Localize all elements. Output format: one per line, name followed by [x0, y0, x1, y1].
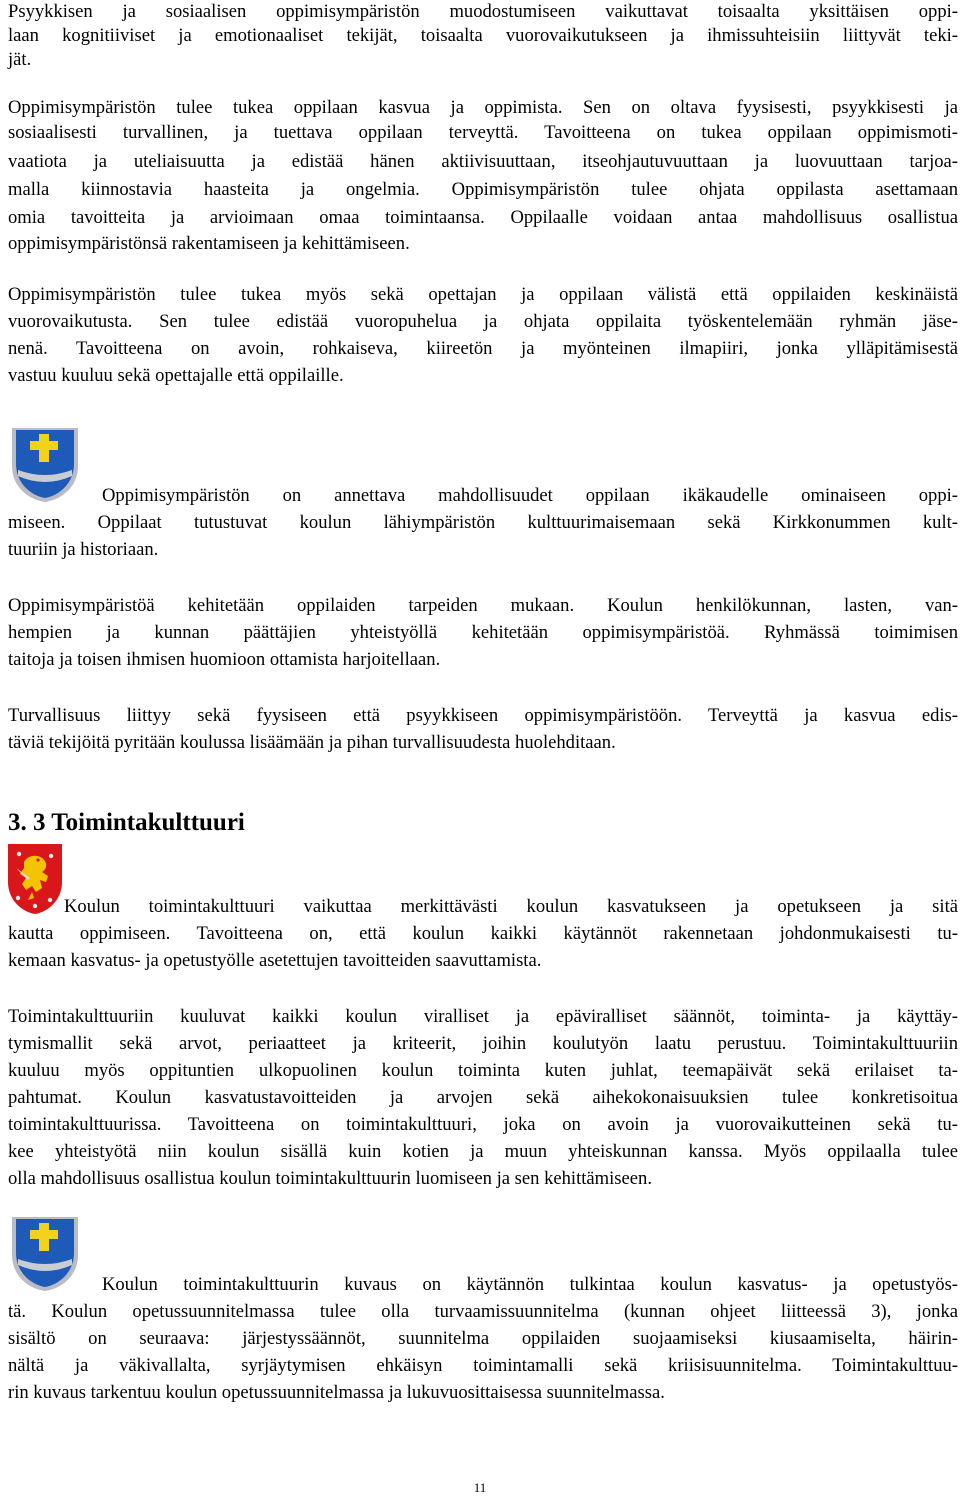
- para2-line-6: oppimisympäristönsä rakentamiseen ja kehittämiseen.: [8, 233, 410, 254]
- para8-line-6: kee yhteistyötä niin koulun sisällä kuin kotien ja muun yhteiskunnan kanssa. Myös oppilaalla tulee: [8, 1141, 958, 1162]
- section-heading: 3. 3 Toimintakulttuuri: [8, 809, 245, 836]
- para8-line-7: olla mahdollisuus osallistua koulun toimintakulttuurin luomiseen ja sen kehittämiseen.: [8, 1168, 652, 1189]
- finland-coat-of-arms-icon: [6, 842, 64, 916]
- para1-line-2: laan kognitiiviset ja emotionaaliset tekijät, toisaalta vuorovaikutukseen ja ihmissuhteisiin liittyvät teki-: [8, 25, 958, 46]
- para9-line-3: sisältö on seuraava: järjestyssäännöt, suunnitelma oppilaiden suojaamiseksi kiusaamiselta, häirin-: [8, 1328, 958, 1349]
- para8-line-4: pahtumat. Koulun kasvatustavoitteiden ja arvojen sekä aihekokonaisuuksien tulee konkretisoitua: [8, 1087, 958, 1108]
- para3-line-2: vuorovaikutusta. Sen tulee edistää vuoropuhelua ja ohjata oppilaita työskentelemään ryhmän jäse-: [8, 311, 958, 332]
- para3-line-3: nenä. Tavoitteena on avoin, rohkaiseva, kiireetön ja myönteinen ilmapiiri, jonka ylläpitämisestä: [8, 338, 958, 359]
- para3-line-1: Oppimisympäristön tulee tukea myös sekä opettajan ja oppilaan välistä että oppilaiden keskinäistä: [8, 284, 958, 305]
- para9-line-2: tä. Koulun opetussuunnitelmassa tulee olla turvaamissuunnitelma (kunnan ohjeet liitteessä 3), jonka: [8, 1301, 958, 1322]
- para8-line-2: tymismallit sekä arvot, periaatteet ja kriteerit, joihin koulutyön laatu perustuu. Toimintakulttuuriin: [8, 1033, 958, 1054]
- para1-line-1: Psyykkisen ja sosiaalisen oppimisympäristön muodostumiseen vaikuttavat toisaalta yksittäisen oppi-: [8, 1, 958, 22]
- municipal-coat-of-arms-icon: [8, 1215, 82, 1293]
- para7-line-1: Koulun toimintakulttuuri vaikuttaa merkittävästi koulun kasvatukseen ja opetukseen ja sitä: [64, 896, 958, 917]
- para6-line-1: Turvallisuus liittyy sekä fyysiseen että psyykkiseen oppimisympäristöön. Terveyttä ja kasvua edis-: [8, 705, 958, 726]
- para5-line-3: taitoja ja toisen ihmisen huomioon ottamista harjoitellaan.: [8, 649, 441, 670]
- para6-line-2: täviä tekijöitä pyritään koulussa lisäämään ja pihan turvallisuudesta huolehditaan.: [8, 732, 616, 753]
- para4-line-2: miseen. Oppilaat tutustuvat koulun lähiympäristön kulttuurimaisemaan sekä Kirkkonummen kult-: [8, 512, 958, 533]
- para4-line-3: tuuriin ja historiaan.: [8, 539, 159, 560]
- para2-line-5: omia tavoitteita ja arvioimaan omaa toimintaansa. Oppilaalle voidaan antaa mahdollisuus osallistua: [8, 207, 958, 228]
- para5-line-1: Oppimisympäristöä kehitetään oppilaiden tarpeiden mukaan. Koulun henkilökunnan, lasten, van-: [8, 595, 958, 616]
- para3-line-4: vastuu kuuluu sekä opettajalle että oppilaille.: [8, 365, 344, 386]
- para8-line-5: toimintakulttuurissa. Tavoitteena on toimintakulttuuri, joka on avoin ja vuorovaikutteinen sekä tu-: [8, 1114, 958, 1135]
- para4-line-1: Oppimisympäristön on annettava mahdollisuudet oppilaan ikäkaudelle ominaiseen oppi-: [102, 485, 958, 506]
- para8-line-1: Toimintakulttuuriin kuuluvat kaikki koulun viralliset ja epäviralliset säännöt, toiminta- ja käyttäy-: [8, 1006, 958, 1027]
- municipal-coat-of-arms-icon: [8, 426, 82, 504]
- page-number: 11: [473, 1480, 487, 1495]
- para9-line-5: rin kuvaus tarkentuu koulun opetussuunnitelmassa ja lukuvuosittaisessa suunnitelmassa.: [8, 1382, 665, 1403]
- para7-line-2: kautta oppimiseen. Tavoitteena on, että koulun kaikki käytännöt rakennetaan johdonmukaisesti tu-: [8, 923, 958, 944]
- para9-line-4: nältä ja väkivallalta, syrjäytymisen ehkäisyn toimintamalli sekä kriisisuunnitelma. Toimintakulttuu-: [8, 1355, 958, 1376]
- para2-line-4: malla kiinnostavia haasteita ja ongelmia. Oppimisympäristön tulee ohjata oppilasta asettamaan: [8, 179, 958, 200]
- para2-line-2: sosiaalisesti turvallinen, ja tuettava oppilaan terveyttä. Tavoitteena on tukea oppilaan oppimismoti-: [8, 122, 958, 143]
- para2-line-3: vaatiota ja uteliaisuutta ja edistää hänen aktiivisuuttaan, itseohjautuvuuttaan ja luovuuttaan tarjoa-: [8, 151, 958, 172]
- para9-line-1: Koulun toimintakulttuurin kuvaus on käytännön tulkintaa koulun kasvatus- ja opetustyös-: [102, 1274, 958, 1295]
- para2-line-1: Oppimisympäristön tulee tukea oppilaan kasvua ja oppimista. Sen on oltava fyysisesti, psyykkisesti ja: [8, 97, 958, 118]
- para5-line-2: hempien ja kunnan päättäjien yhteistyöllä kehitetään oppimisympäristöä. Ryhmässä toimimisen: [8, 622, 958, 643]
- para7-line-3: kemaan kasvatus- ja opetustyölle asetettujen tavoitteiden saavuttamista.: [8, 950, 542, 971]
- para8-line-3: kuuluu myös oppituntien ulkopuolinen koulun toiminta kuten juhlat, teemapäivät sekä erilaiset ta-: [8, 1060, 958, 1081]
- para1-line-3: jät.: [8, 49, 32, 70]
